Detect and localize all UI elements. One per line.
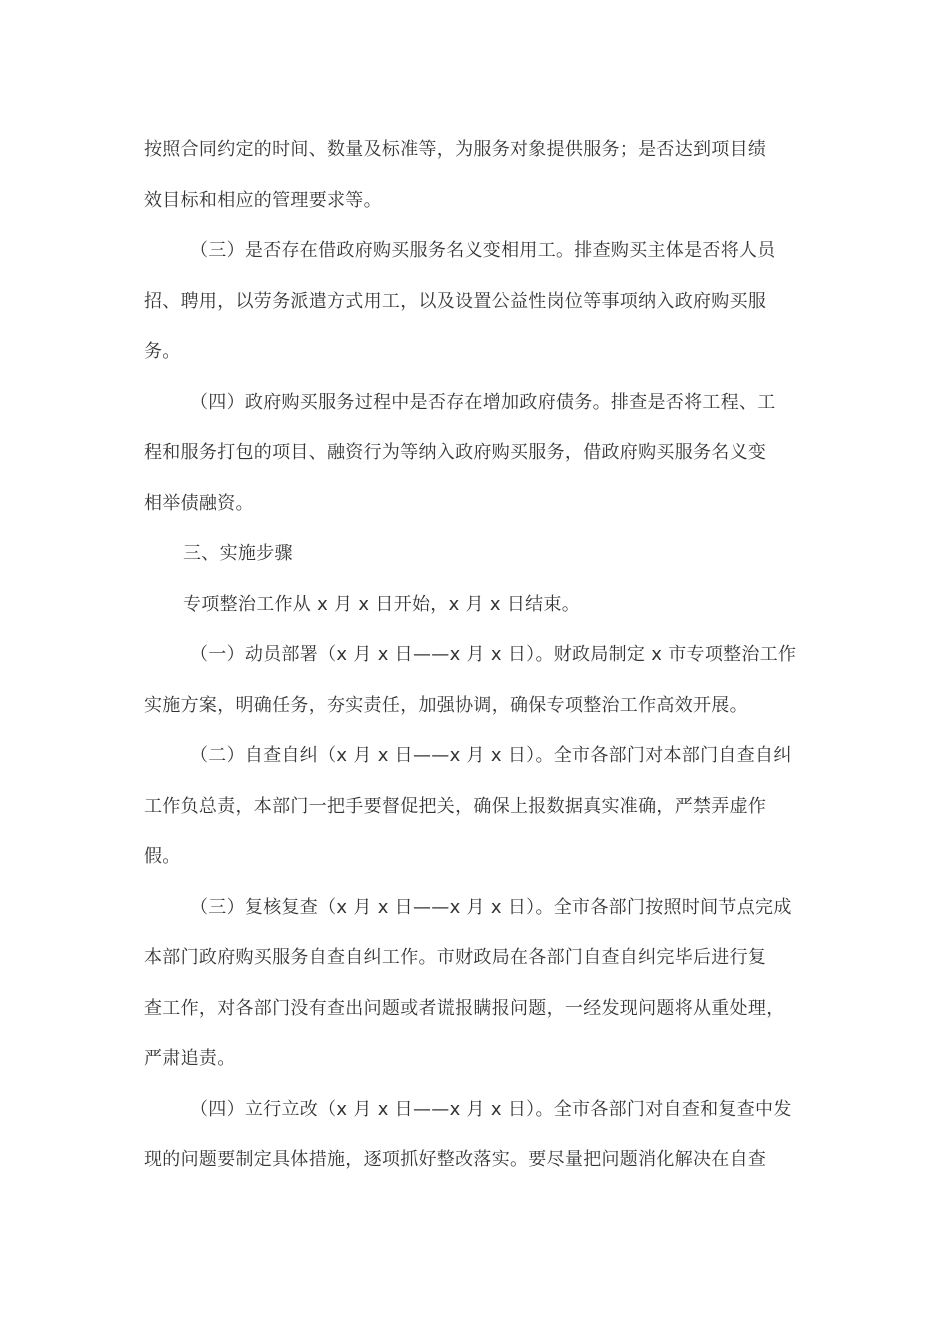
paragraph-step-four-rectification [144,1085,806,1186]
text-line: （一）动员部署（x 月 x 日——x 月 x 日）。财政局制定 x 市专项整治工作 [190,644,797,665]
section-heading: 三、实施步骤 [183,543,293,564]
text-line: 程和服务打包的项目、融资行为等纳入政府购买服务，借政府购买服务名义变 [144,442,767,463]
text-line: （三）是否存在借政府购买服务名义变相用工。排查购买主体是否将人员 [190,240,776,261]
text-line: （四）政府购买服务过程中是否存在增加政府债务。排查是否将工程、工 [190,391,776,413]
paragraph-service-standards [144,125,806,226]
text-line: 按照合同约定的时间、数量及标准等，为服务对象提供服务；是否达到项目绩 [144,139,767,160]
text-line: 效目标和相应的管理要求等。 [144,189,382,211]
text-line: 查工作，对各部门没有查出问题或者谎报瞒报问题，一经发现问题将从重处理， [144,997,785,1019]
paragraph-item-four-government-debt [144,378,806,530]
text-line: 实施方案，明确任务，夯实责任，加强协调，确保专项整治工作高效开展。 [144,694,748,716]
text-line: 专项整治工作从 x 月 x 日开始，x 月 x 日结束。 [183,593,581,615]
text-line: 招、聘用，以劳务派遣方式用工，以及设置公益性岗位等事项纳入政府购买服 [144,290,767,312]
text-line: 务。 [144,341,181,362]
paragraph-item-three-disguised-employment [144,226,806,378]
text-line: （二）自查自纠（x 月 x 日——x 月 x 日）。全市各部门对本部门自查自纠 [190,745,792,766]
text-line: 工作负总责，本部门一把手要督促把关，确保上报数据真实准确，严禁弄虚作 [144,795,767,817]
document-body [144,125,806,1186]
text-line: 相举债融资。 [144,492,254,514]
text-line: （三）复核复查（x 月 x 日——x 月 x 日）。全市各部门按照时间节点完成 [190,896,792,918]
text-line: 严肃追责。 [144,1048,236,1069]
paragraph-step-two-self-inspection [144,731,806,883]
paragraph-timeline [144,580,806,631]
section-heading-implementation-steps [144,529,806,580]
text-line: （四）立行立改（x 月 x 日——x 月 x 日）。全市各部门对自查和复查中发 [190,1098,792,1120]
text-line: 假。 [144,846,181,867]
text-line: 本部门政府购买服务自查自纠工作。市财政局在各部门自查自纠完毕后进行复 [144,947,767,968]
text-line: 现的问题要制定具体措施，逐项抓好整改落实。要尽量把问题消化解决在自查 [144,1149,767,1170]
paragraph-step-three-review [144,883,806,1085]
paragraph-step-one-mobilization [144,630,806,731]
